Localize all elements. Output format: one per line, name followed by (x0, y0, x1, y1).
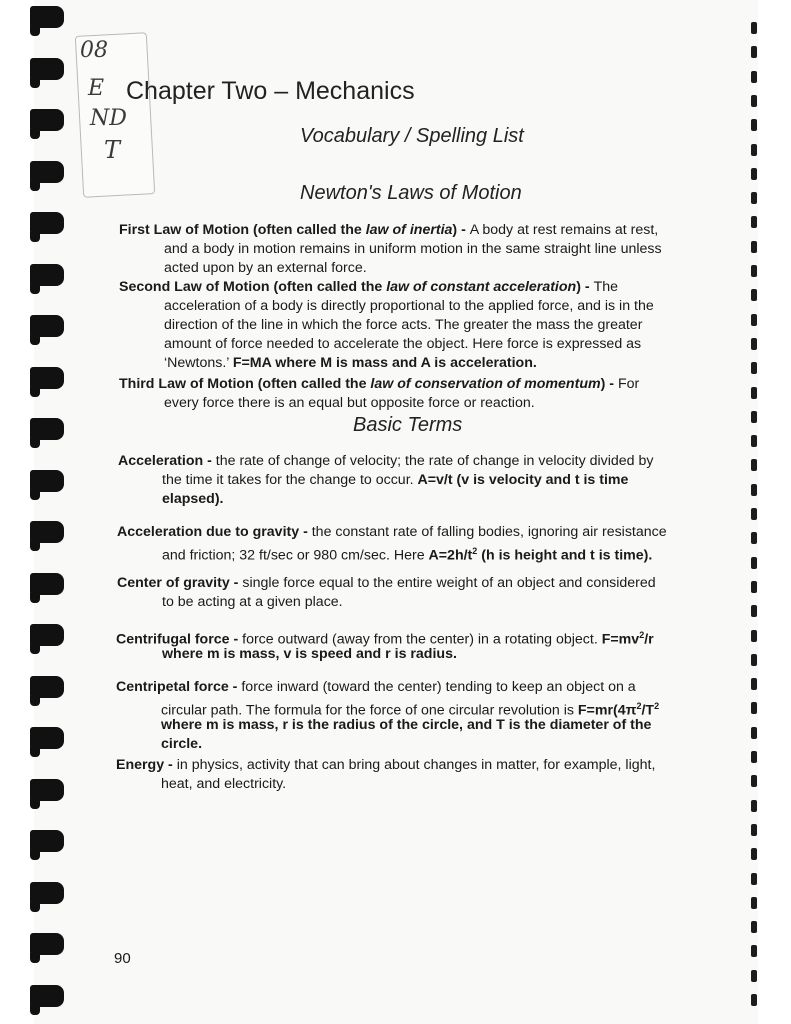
punch-hole (751, 654, 757, 666)
punch-hole (751, 411, 757, 423)
punch-hole (751, 678, 757, 690)
punch-hole (751, 897, 757, 909)
punch-hole (751, 289, 757, 301)
punch-hole (751, 192, 757, 204)
punched-holes (745, 0, 765, 1024)
punch-hole (751, 994, 757, 1006)
punch-hole (751, 22, 757, 34)
punch-hole (751, 459, 757, 471)
spiral-ring (30, 727, 64, 749)
punch-hole (751, 314, 757, 326)
punch-hole (751, 702, 757, 714)
spiral-ring (30, 58, 64, 80)
punch-hole (751, 265, 757, 277)
newtons-laws-heading: Newton's Laws of Motion (300, 182, 522, 204)
punch-hole (751, 484, 757, 496)
punch-hole (751, 605, 757, 617)
centripetal-force-term: Centripetal force - (116, 679, 242, 695)
punch-hole (751, 168, 757, 180)
punch-hole (751, 362, 757, 374)
punch-hole (751, 848, 757, 860)
punch-hole (751, 727, 757, 739)
punch-hole (751, 581, 757, 593)
second-law-term: Second Law of Motion (often called the (119, 279, 387, 295)
list-title: Vocabulary / Spelling List (300, 125, 524, 147)
spiral-ring (30, 470, 64, 492)
spiral-ring (30, 264, 64, 286)
punch-hole (751, 630, 757, 642)
handwritten-note-3: ND (90, 106, 127, 131)
punch-hole (751, 508, 757, 520)
punch-hole (751, 387, 757, 399)
punch-hole (751, 532, 757, 544)
handwritten-note-1: 08 (80, 38, 108, 63)
acceleration-term: Acceleration - (118, 453, 216, 469)
punch-hole (751, 970, 757, 982)
punch-hole (751, 800, 757, 812)
third-law-term: Third Law of Motion (often called the (119, 376, 371, 392)
punch-hole (751, 945, 757, 957)
spiral-ring (30, 161, 64, 183)
spiral-ring (30, 676, 64, 698)
spiral-ring (30, 624, 64, 646)
center-of-gravity-term: Center of gravity - (117, 575, 243, 591)
punch-hole (751, 775, 757, 787)
page-number: 90 (114, 950, 131, 967)
spiral-ring (30, 367, 64, 389)
centrifugal-force-term: Centrifugal force - (116, 631, 243, 648)
spiral-binding (0, 0, 70, 1024)
punch-hole (751, 119, 757, 131)
basic-terms-heading: Basic Terms (353, 414, 463, 436)
punch-hole (751, 144, 757, 156)
spiral-ring (30, 521, 64, 543)
punch-hole (751, 71, 757, 83)
punch-hole (751, 216, 757, 228)
punch-hole (751, 751, 757, 763)
punch-hole (751, 435, 757, 447)
spiral-ring (30, 109, 64, 131)
punch-hole (751, 241, 757, 253)
punch-hole (751, 557, 757, 569)
chapter-title: Chapter Two – Mechanics (126, 77, 415, 105)
spiral-ring (30, 573, 64, 595)
spiral-ring (30, 830, 64, 852)
gravity-acceleration-term: Acceleration due to gravity - (117, 524, 312, 540)
spiral-ring (30, 779, 64, 801)
spiral-ring (30, 985, 64, 1007)
handwritten-note-2: E (88, 76, 105, 101)
spiral-ring (30, 212, 64, 234)
spiral-ring (30, 6, 64, 28)
punch-hole (751, 95, 757, 107)
spiral-ring (30, 418, 64, 440)
punch-hole (751, 873, 757, 885)
punch-hole (751, 46, 757, 58)
spiral-ring (30, 315, 64, 337)
handwritten-note-4: T (104, 136, 121, 164)
energy-term: Energy - (116, 757, 177, 773)
punch-hole (751, 338, 757, 350)
spiral-ring (30, 933, 64, 955)
spiral-ring (30, 882, 64, 904)
punch-hole (751, 921, 757, 933)
first-law-term: First Law of Motion (often called the (119, 222, 366, 238)
punch-hole (751, 824, 757, 836)
